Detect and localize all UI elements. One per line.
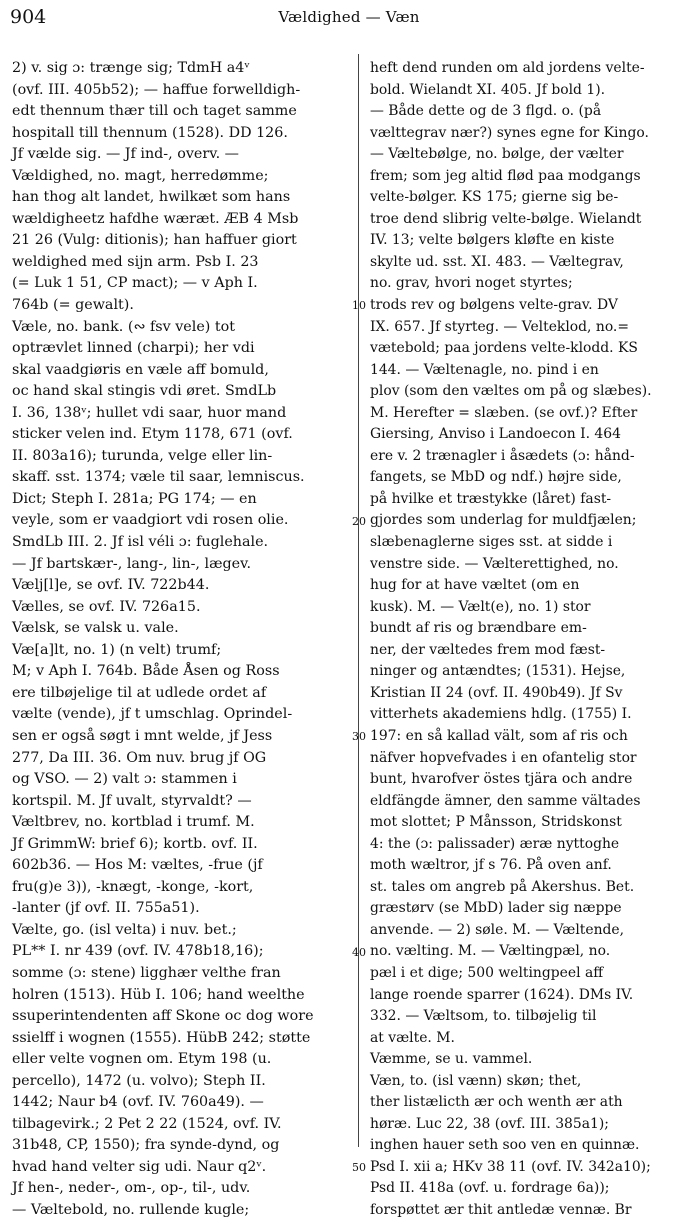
text-line: Vælj[l]e, se ovf. IV. 722b44. xyxy=(12,577,210,594)
text-line: 277, Da III. 36. Om nuv. brug jf OG xyxy=(12,749,267,766)
text-line: SmdLb III. 2. Jf isl véli ɔ: fuglehale. xyxy=(12,534,269,551)
text-line: Giersing, Anviso i Landoecon I. 464 xyxy=(370,426,621,443)
text-line: venstre side. — Vælterettighed, no. xyxy=(370,555,619,572)
text-line: trods rev og bølgens velte-grav. DV xyxy=(370,297,618,314)
text-line: edt thennum thær till och taget samme xyxy=(12,103,297,120)
text-line: percello), 1472 (u. volvo); Steph II. xyxy=(12,1072,266,1089)
text-line: kusk). M. — Vælt(e), no. 1) stor xyxy=(370,598,591,615)
text-line: 21 26 (Vulg: ditionis); han haffuer giort xyxy=(12,232,297,249)
text-line: skylte ud. sst. XI. 483. — Væltegrav, xyxy=(370,253,624,270)
text-line: Vælles, se ovf. IV. 726a15. xyxy=(12,598,201,615)
text-line: eller velte vognen om. Etym 198 (u. xyxy=(12,1051,272,1068)
text-line: mot slottet; P Månsson, Stridskonst xyxy=(370,814,622,831)
text-line: hospitall till thennum (1528). DD 126. xyxy=(12,124,288,141)
text-line: (= Luk 1 51, CP mact); — v Aph I. xyxy=(12,275,258,292)
text-line: vælte (vende), jf t umschlag. Oprindel- xyxy=(12,706,293,723)
text-line: 764b (= gewalt). xyxy=(12,297,134,314)
text-line: Kristian II 24 (ovf. II. 490b49). Jf Sv xyxy=(370,684,623,701)
text-line: Væmme, se u. vammel. xyxy=(370,1051,533,1068)
line-number: 40 xyxy=(352,945,366,959)
text-line: Jf vælde sig. — Jf ind-, overv. — xyxy=(12,146,239,163)
text-line: Jf hen-, neder-, om-, op-, til-, udv. xyxy=(12,1180,251,1197)
text-line: sen er også søgt i mnt welde, jf Jess xyxy=(12,727,273,744)
text-line: troe dend slibrig velte-bølge. Wielandt xyxy=(370,210,642,227)
text-line: 4: the (ɔ: palissader) æræ nyttoghe xyxy=(370,835,620,852)
text-line: Væltbrev, no. kortblad i trumf. M. xyxy=(12,814,255,831)
text-line: bold. Wielandt XI. 405. Jf bold 1). xyxy=(370,81,606,98)
text-line: 602b36. — Hos M: væltes, -frue (jf xyxy=(12,857,263,874)
text-line: ssielff i wognen (1555). HübB 242; støtte xyxy=(12,1029,311,1046)
text-line: tilbagevirk.; 2 Pet 2 22 (1524, ovf. IV. xyxy=(12,1115,282,1132)
text-line: oc hand skal stingis vdi øret. SmdLb xyxy=(12,383,277,400)
text-line: M; v Aph I. 764b. Både Åsen og Ross xyxy=(12,663,280,680)
text-line: -lanter (jf ovf. II. 755a51). xyxy=(12,900,200,917)
text-line: Væle, no. bank. (∾ fsv vele) tot xyxy=(12,318,236,335)
text-line: PL** I. nr 439 (ovf. IV. 478b18,16); xyxy=(12,943,264,960)
text-line: II. 803a16); turunda, velge eller lin- xyxy=(12,447,273,464)
text-line: ssuperintendenten aff Skone oc dog wore xyxy=(12,1008,314,1025)
text-line: plov (som den væltes om på og slæbes). xyxy=(370,383,652,400)
text-line: ninger og antændtes; (1531). Hejse, xyxy=(370,663,626,680)
text-line: no. vælting. M. — Væltingpæl, no. xyxy=(370,943,611,960)
text-line: vitterhets akademiens hdlg. (1755) I. xyxy=(370,706,632,723)
page-number: 904 xyxy=(10,6,47,28)
text-line: st. tales om angreb på Akershus. Bet. xyxy=(370,878,635,895)
text-line: hug for at have væltet (om en xyxy=(370,577,580,594)
text-line: ere tilbøjelige til at udlede ordet af xyxy=(12,684,267,701)
text-line: vætebold; paa jordens velte-klodd. KS xyxy=(370,340,638,357)
text-line: holren (1513). Hüb I. 106; hand weelthe xyxy=(12,986,305,1003)
text-line: Vælte, go. (isl velta) i nuv. bet.; xyxy=(12,921,237,938)
text-line: at vælte. M. xyxy=(370,1029,455,1046)
text-line: wældigheetz hafdhe wæræt. ÆB 4 Msb xyxy=(12,210,299,227)
text-line: fru(g)e 3)), -knægt, -konge, -kort, xyxy=(12,878,254,895)
text-line: sticker velen ind. Etym 1178, 671 (ovf. xyxy=(12,426,293,443)
text-line: optrævlet linned (charpi); her vdi xyxy=(12,340,255,357)
text-line: lange roende sparrer (1624). DMs IV. xyxy=(370,986,634,1003)
text-line: kortspil. M. Jf uvalt, styrvaldt? — xyxy=(12,792,252,809)
text-line: ere v. 2 trænagler i åsædets (ɔ: hånd- xyxy=(370,447,635,464)
text-line: velte-bølger. KS 175; gierne sig be- xyxy=(370,189,619,206)
page-header xyxy=(10,6,688,36)
left-column xyxy=(12,58,347,1222)
text-line: græstørv (se MbD) lader sig næppe xyxy=(370,900,622,917)
text-line: IV. 13; velte bølgers kløfte en kiste xyxy=(370,232,615,249)
text-line: 144. — Væltenagle, no. pind i en xyxy=(370,361,599,378)
text-line: slæbenaglerne siges sst. at sidde i xyxy=(370,534,613,551)
text-line: hvad hand velter sig udi. Naur q2ᵛ. xyxy=(12,1158,267,1175)
text-line: 197: en så kallad vält, som af ris och xyxy=(370,727,628,744)
text-line: anvende. — 2) søle. M. — Væltende, xyxy=(370,921,625,938)
running-title: Vældighed — Væn xyxy=(278,8,420,26)
text-line: Psd II. 418a (ovf. u. fordrage 6a)); xyxy=(370,1180,610,1197)
text-line: (ovf. III. 405b52); — haffue forwelldigh- xyxy=(12,81,301,98)
text-line: på hvilke et træstykke (låret) fast- xyxy=(370,490,612,507)
text-line: — Væltebølge, no. bølge, der vælter xyxy=(370,146,624,163)
text-line: näfver hopvefvades i en ofantelig stor xyxy=(370,749,637,766)
text-line: 2) v. sig ɔ: trænge sig; TdmH a4ᵛ xyxy=(12,60,250,76)
line-number: 50 xyxy=(352,1161,366,1175)
text-line: Væn, to. (isl vænn) skøn; thet, xyxy=(370,1072,582,1089)
text-line: ther listælicth ær och wenth ær ath xyxy=(370,1094,623,1111)
line-number: 10 xyxy=(352,299,366,313)
text-line: gjordes som underlag for muldfjælen; xyxy=(370,512,637,529)
column-divider xyxy=(358,54,359,1147)
right-column xyxy=(370,58,688,1222)
text-line: høræ. Luc 22, 38 (ovf. III. 385a1); xyxy=(370,1115,609,1132)
text-line: — Jf bartskær-, lang-, lin-, lægev. xyxy=(12,555,252,572)
text-line: Vælsk, se valsk u. vale. xyxy=(12,620,179,637)
text-line: eldfängde ämner, den samme vältades xyxy=(370,792,641,809)
text-line: moth wæltror, jf s 76. På oven anf. xyxy=(370,857,612,874)
text-line: Væ[a]lt, no. 1) (n velt) trumf; xyxy=(12,641,222,658)
text-line: 1442; Naur b4 (ovf. IV. 760a49). — xyxy=(12,1094,264,1111)
text-line: — Både dette og de 3 flgd. o. (på xyxy=(370,103,602,120)
text-line: inghen hauer seth soo ven en quinnæ. xyxy=(370,1137,640,1154)
text-line: ner, der væltedes frem mod fæst- xyxy=(370,641,606,658)
text-line: Vældighed, no. magt, herredømme; xyxy=(12,167,269,184)
text-line: — Væltebold, no. rullende kugle; xyxy=(12,1201,250,1218)
text-line: heft dend runden om ald jordens velte- xyxy=(370,60,645,76)
line-number: 30 xyxy=(352,730,366,744)
text-line: veyle, som er vaadgiort vdi rosen olie. xyxy=(12,512,289,529)
text-line: IX. 657. Jf styrteg. — Velteklod, no.= xyxy=(370,318,629,335)
text-line: Jf GrimmW: brief 6); kortb. ovf. II. xyxy=(12,835,258,852)
text-line: han thog alt landet, hwilkæt som hans xyxy=(12,189,291,206)
text-line: og VSO. — 2) valt ɔ: stammen i xyxy=(12,771,237,788)
text-line: skaff. sst. 1374; væle til saar, lemniscus. xyxy=(12,469,305,486)
text-line: bunt, hvarofver östes tjära och andre xyxy=(370,771,633,788)
text-line: vælttegrav nær?) synes egne for Kingo. xyxy=(370,124,649,141)
text-line: 31b48, CP, 1550); fra synde-dynd, og xyxy=(12,1137,280,1154)
text-line: I. 36, 138ᵛ; hullet vdi saar, huor mand xyxy=(12,404,287,421)
text-line: somme (ɔ: stene) ligghær velthe fran xyxy=(12,964,281,981)
text-line: Psd I. xii a; HKv 38 11 (ovf. IV. 342a10); xyxy=(370,1158,651,1175)
text-line: fangets, se MbD og ndf.) højre side, xyxy=(370,469,622,486)
text-line: Dict; Steph I. 281a; PG 174; — en xyxy=(12,490,257,507)
text-line: forspøttet ær thit antledæ vennæ. Br xyxy=(370,1201,632,1218)
text-line: frem; som jeg altid flød paa modgangs xyxy=(370,167,641,184)
text-line: skal vaadgiøris en væle aff bomuld, xyxy=(12,361,269,378)
text-line: 332. — Væltsom, to. tilbøjelig til xyxy=(370,1008,597,1025)
line-number: 20 xyxy=(352,514,366,528)
text-line: no. grav, hvori noget styrtes; xyxy=(370,275,573,292)
text-line: pæl i et dige; 500 weltingpeel aff xyxy=(370,964,604,981)
text-line: weldighed med sijn arm. Psb I. 23 xyxy=(12,253,259,270)
text-line: M. Herefter = slæben. (se ovf.)? Efter xyxy=(370,404,638,421)
text-line: bundt af ris og brændbare em- xyxy=(370,620,587,637)
